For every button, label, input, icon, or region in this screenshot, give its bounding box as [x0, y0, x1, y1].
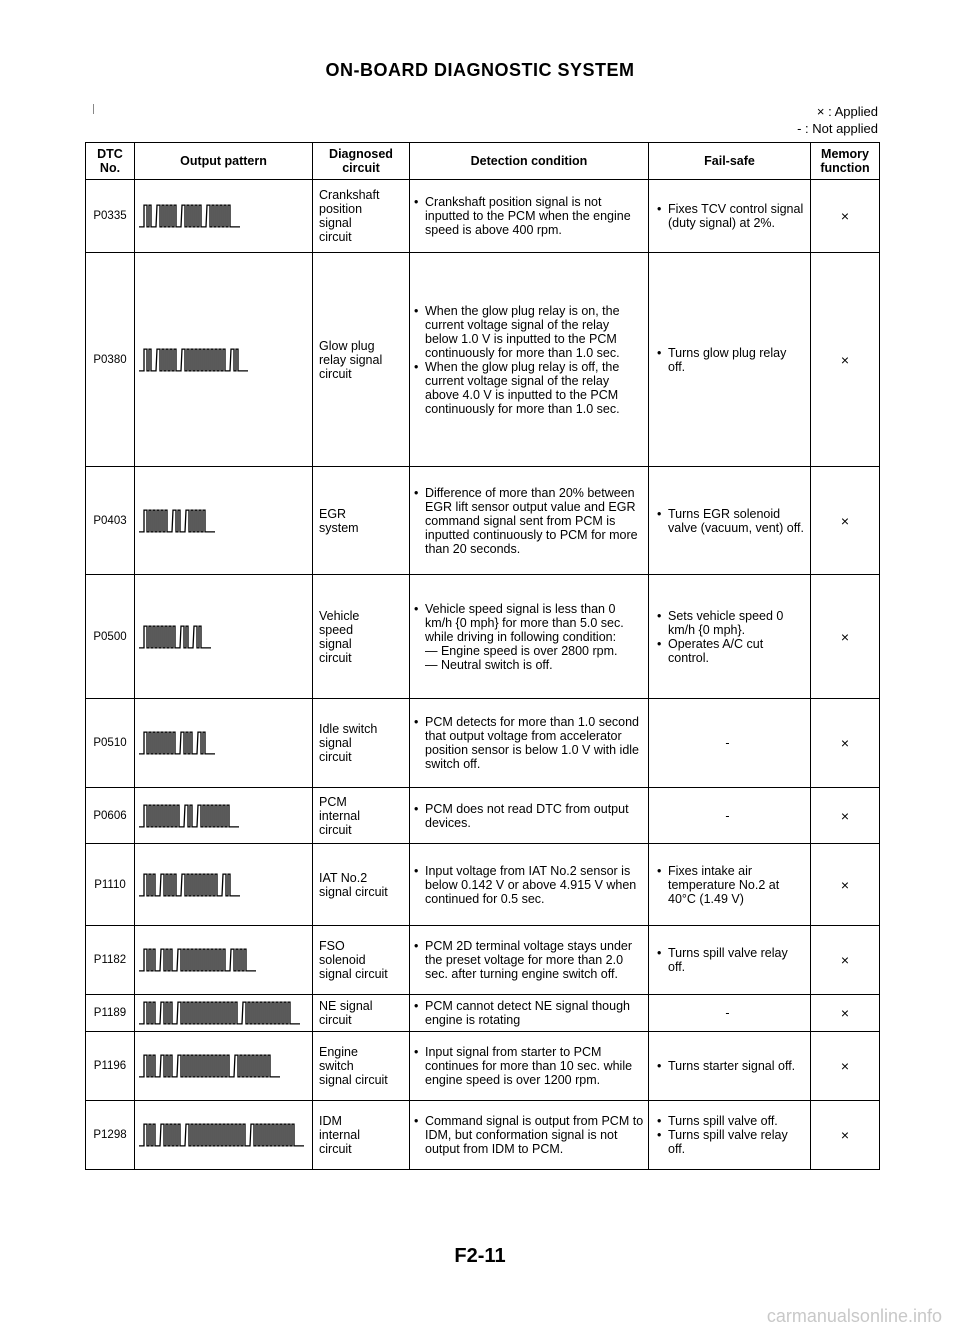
- bullet-item: • When the glow plug relay is off, the current voltage signal of the relay above 4.0 V is inputted to the PCM continuously for more than 1.0 sec.: [414, 360, 644, 416]
- fail-safe: -: [649, 788, 811, 844]
- waveform-line: [139, 510, 215, 532]
- bullet-item: • Sets vehicle speed 0 km/h {0 mph}.: [657, 609, 806, 637]
- memory-function: ×: [811, 1101, 880, 1170]
- detection-condition: [410, 253, 649, 467]
- waveform-line: [139, 805, 239, 827]
- output-pattern: [135, 926, 313, 995]
- waveform-line: [139, 1002, 300, 1024]
- memory-function: ×: [811, 253, 880, 467]
- bullet-item: • Turns glow plug relay off.: [657, 346, 806, 374]
- bullet-item: • Difference of more than 20% between EGR lift sensor output value and EGR command signal sent from PCM is inputted continuously to PCM for more than 20 seconds.: [414, 486, 644, 556]
- fail-safe-list: [657, 507, 806, 535]
- page-number: F2-11: [454, 1245, 506, 1267]
- bullet-item: • Input signal from starter to PCM continues for more than 10 sec. while engine speed is over 1200 rpm.: [414, 1045, 644, 1087]
- table-row: [86, 995, 880, 1032]
- condition-sub-list: [414, 644, 644, 672]
- fail-safe: [649, 467, 811, 575]
- bullet-item: • When the glow plug relay is on, the current voltage signal of the relay below 1.0 V is inputted to the PCM continuously for more than 1.0 sec.: [414, 304, 644, 360]
- table-row: [86, 253, 880, 467]
- fail-safe: -: [649, 995, 811, 1032]
- header-output-pattern: Output pattern: [135, 143, 313, 180]
- output-pattern: [135, 575, 313, 699]
- waveform-line: [139, 949, 256, 971]
- dtc-number: P0380: [86, 253, 135, 467]
- bullet-item: • Crankshaft position signal is not inputted to the PCM when the engine speed is above 400 rpm.: [414, 195, 644, 237]
- memory-function: ×: [811, 926, 880, 995]
- dtc-number: P0403: [86, 467, 135, 575]
- detection-condition: [410, 180, 649, 253]
- output-pattern-waveform: [137, 996, 309, 1030]
- dtc-number: P0500: [86, 575, 135, 699]
- bullet-item: • PCM does not read DTC from output devices.: [414, 802, 644, 830]
- diagnosed-circuit: IAT No.2 signal circuit: [313, 844, 410, 926]
- bullet-item: • Operates A/C cut control.: [657, 637, 806, 665]
- detection-condition: [410, 995, 649, 1032]
- bullet-item: • Turns spill valve relay off.: [657, 1128, 806, 1156]
- output-pattern-waveform: [137, 799, 309, 833]
- bullet-item: • Turns EGR solenoid valve (vacuum, vent) off.: [657, 507, 806, 535]
- condition-list: [414, 195, 644, 237]
- sub-condition-item: — Neutral switch is off.: [425, 657, 553, 672]
- detection-condition: [410, 467, 649, 575]
- fail-safe: [649, 180, 811, 253]
- output-pattern-waveform: [137, 343, 309, 377]
- fail-safe-list: [657, 946, 806, 974]
- bullet-item: • Fixes TCV control signal (duty signal) at 2%.: [657, 202, 806, 230]
- fail-safe: [649, 844, 811, 926]
- diagnosed-circuit: Engine switch signal circuit: [313, 1032, 410, 1101]
- diagnosed-circuit: Idle switch signal circuit: [313, 699, 410, 788]
- condition-list: [414, 1114, 644, 1156]
- header-memory-function: Memory function: [811, 143, 880, 180]
- diagnosed-circuit: FSO solenoid signal circuit: [313, 926, 410, 995]
- dtc-table: [85, 142, 880, 1170]
- memory-function: ×: [811, 995, 880, 1032]
- output-pattern: [135, 699, 313, 788]
- dtc-number: P0335: [86, 180, 135, 253]
- page-title: ON-BOARD DIAGNOSTIC SYSTEM: [325, 60, 635, 80]
- fail-safe: -: [649, 699, 811, 788]
- bullet-item: • PCM cannot detect NE signal though engine is rotating: [414, 999, 644, 1027]
- bullet-item: • Turns spill valve off.: [657, 1114, 806, 1128]
- margin-mark: [93, 104, 94, 114]
- dtc-number: P1110: [86, 844, 135, 926]
- sub-condition-item: — Engine speed is over 2800 rpm.: [425, 643, 618, 658]
- bullet-item: • Fixes intake air temperature No.2 at 40°C (1.49 V): [657, 864, 806, 906]
- condition-list: [414, 1045, 644, 1087]
- dtc-number: P0606: [86, 788, 135, 844]
- output-pattern: [135, 180, 313, 253]
- detection-condition: [410, 699, 649, 788]
- detection-condition: [410, 575, 649, 699]
- memory-function: ×: [811, 467, 880, 575]
- bullet-item: • Vehicle speed signal is less than 0 km/h {0 mph} for more than 5.0 sec. while driving in following condition:: [414, 602, 644, 644]
- output-pattern: [135, 1101, 313, 1170]
- dtc-number: P1196: [86, 1032, 135, 1101]
- memory-function: ×: [811, 699, 880, 788]
- dtc-number: P1189: [86, 995, 135, 1032]
- diagnosed-circuit: Vehicle speed signal circuit: [313, 575, 410, 699]
- bullet-item: • PCM detects for more than 1.0 second that output voltage from accelerator position sensor is below 1.0 V with idle switch off.: [414, 715, 644, 771]
- header-dtc: DTC No.: [86, 143, 135, 180]
- output-pattern-waveform: [137, 1049, 309, 1083]
- memory-function: ×: [811, 1032, 880, 1101]
- output-pattern-waveform: [137, 1118, 309, 1152]
- table-row: [86, 788, 880, 844]
- fail-safe: [649, 1101, 811, 1170]
- header-detection-condition: Detection condition: [410, 143, 649, 180]
- detection-condition: [410, 1032, 649, 1101]
- output-pattern: [135, 788, 313, 844]
- condition-list: [414, 486, 644, 556]
- watermark: carmanualsonline.info: [766, 1306, 942, 1326]
- diagnosed-circuit: PCM internal circuit: [313, 788, 410, 844]
- output-pattern-waveform: [137, 943, 309, 977]
- output-pattern-waveform: [137, 504, 309, 538]
- dtc-number: P0510: [86, 699, 135, 788]
- diagnosed-circuit: IDM internal circuit: [313, 1101, 410, 1170]
- bullet-item: • PCM 2D terminal voltage stays under the preset voltage for more than 2.0 sec. after turning engine switch off.: [414, 939, 644, 981]
- fail-safe-list: [657, 1114, 806, 1156]
- bullet-item: • Turns starter signal off.: [657, 1059, 806, 1073]
- output-pattern: [135, 253, 313, 467]
- condition-list: [414, 715, 644, 771]
- memory-function: ×: [811, 788, 880, 844]
- bullet-item: • Turns spill valve relay off.: [657, 946, 806, 974]
- dtc-number: P1298: [86, 1101, 135, 1170]
- waveform-line: [139, 874, 240, 896]
- table-row: [86, 180, 880, 253]
- dtc-number: P1182: [86, 926, 135, 995]
- table-header-row: [86, 143, 880, 180]
- condition-list: [414, 304, 644, 416]
- output-pattern-waveform: [137, 726, 309, 760]
- table-row: [86, 699, 880, 788]
- waveform-line: [139, 1055, 280, 1077]
- condition-list: [414, 602, 644, 644]
- diagnosed-circuit: Crankshaft position signal circuit: [313, 180, 410, 253]
- fail-safe: [649, 926, 811, 995]
- output-pattern-waveform: [137, 620, 309, 654]
- output-pattern-waveform: [137, 199, 309, 233]
- output-pattern: [135, 1032, 313, 1101]
- output-pattern: [135, 467, 313, 575]
- waveform-line: [139, 349, 248, 371]
- fail-safe: [649, 575, 811, 699]
- fail-safe: [649, 253, 811, 467]
- table-row: [86, 467, 880, 575]
- table-row: [86, 844, 880, 926]
- output-pattern: [135, 844, 313, 926]
- condition-list: [414, 939, 644, 981]
- detection-condition: [410, 926, 649, 995]
- fail-safe-list: [657, 346, 806, 374]
- condition-list: [414, 802, 644, 830]
- fail-safe-list: [657, 609, 806, 665]
- waveform-line: [139, 626, 211, 648]
- waveform-line: [139, 1124, 304, 1146]
- diagnosed-circuit: EGR system: [313, 467, 410, 575]
- diagnosed-circuit: Glow plug relay signal circuit: [313, 253, 410, 467]
- table-row: [86, 1101, 880, 1170]
- output-pattern: [135, 995, 313, 1032]
- fail-safe: [649, 1032, 811, 1101]
- header-fail-safe: Fail-safe: [649, 143, 811, 180]
- condition-list: [414, 864, 644, 906]
- table-row: [86, 926, 880, 995]
- memory-function: ×: [811, 575, 880, 699]
- detection-condition: [410, 788, 649, 844]
- legend-not-applied: - : Not applied: [797, 121, 878, 136]
- table-row: [86, 575, 880, 699]
- fail-safe-list: [657, 864, 806, 906]
- fail-safe-list: [657, 1059, 806, 1073]
- diagnosed-circuit: NE signal circuit: [313, 995, 410, 1032]
- detection-condition: [410, 844, 649, 926]
- header-diagnosed-circuit: Diagnosed circuit: [313, 143, 410, 180]
- condition-list: [414, 999, 644, 1027]
- bullet-item: • Input voltage from IAT No.2 sensor is below 0.142 V or above 4.915 V when continued for 0.5 sec.: [414, 864, 644, 906]
- waveform-line: [139, 732, 215, 754]
- memory-function: ×: [811, 180, 880, 253]
- bullet-item: • Command signal is output from PCM to IDM, but conformation signal is not output from IDM to PCM.: [414, 1114, 644, 1156]
- fail-safe-list: [657, 202, 806, 230]
- detection-condition: [410, 1101, 649, 1170]
- output-pattern-waveform: [137, 868, 309, 902]
- memory-function: ×: [811, 844, 880, 926]
- table-row: [86, 1032, 880, 1101]
- waveform-line: [139, 205, 240, 227]
- legend-applied: × : Applied: [816, 104, 878, 119]
